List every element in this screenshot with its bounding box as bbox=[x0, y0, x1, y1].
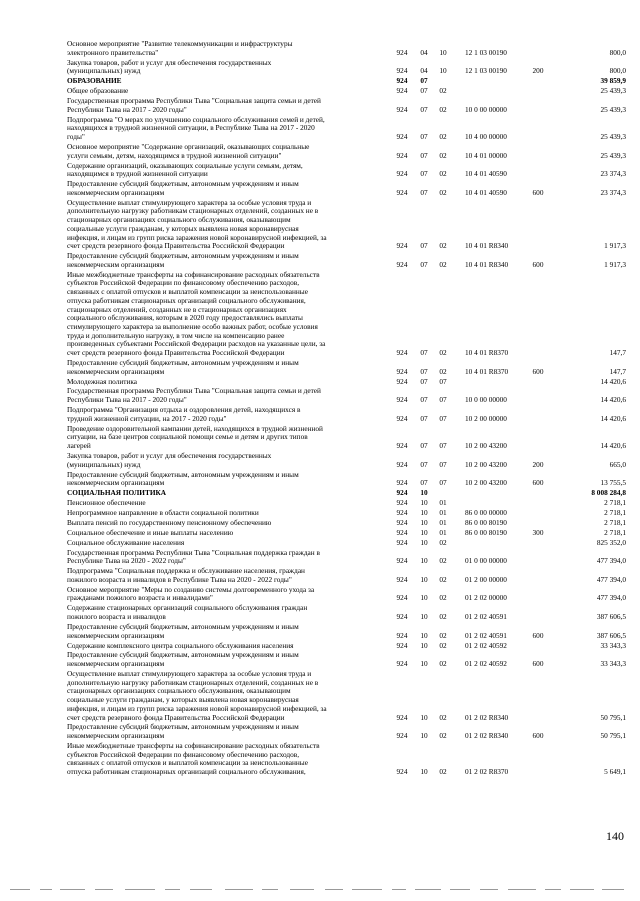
cell-name: Закупка товаров, работ и услуг для обеспечения государственных (муниципальных) нужд bbox=[67, 57, 272, 76]
cell-amount: 8 008 284,8 bbox=[591, 488, 626, 498]
cell-amount: 2 718,1 bbox=[604, 517, 626, 527]
cell-section: 07 bbox=[420, 366, 428, 376]
cell-subsection: 02 bbox=[439, 712, 447, 722]
cell-subsection: 02 bbox=[439, 593, 447, 603]
cell-name: ОБРАЗОВАНИЕ bbox=[67, 76, 122, 86]
cell-amount: 25 439,3 bbox=[600, 131, 626, 141]
cell-target-article: 01 2 02 40592 bbox=[465, 659, 507, 669]
table-row bbox=[0, 359, 640, 376]
cell-target-article: 10 4 01 R8370 bbox=[465, 366, 509, 376]
cell-name: Социальное обеспечение и иные выплаты населению bbox=[67, 527, 234, 537]
cell-admin-code: 924 bbox=[396, 537, 408, 547]
cell-admin-code: 924 bbox=[396, 131, 408, 141]
cell-expense-type: 600 bbox=[532, 478, 544, 488]
cell-section: 07 bbox=[420, 241, 428, 251]
cell-section: 10 bbox=[420, 507, 428, 517]
table-row bbox=[0, 499, 640, 508]
cell-section: 10 bbox=[420, 640, 428, 650]
cell-subsection: 07 bbox=[439, 459, 447, 469]
table-row bbox=[0, 406, 640, 423]
cell-target-article: 01 2 00 00000 bbox=[465, 574, 507, 584]
cell-subsection: 02 bbox=[439, 659, 447, 669]
cell-amount: 33 343,3 bbox=[600, 640, 626, 650]
cell-name: Основное мероприятие "Меры по созданию системы долговременного ухода за гражданами пожилого возраста и инвалидами" bbox=[67, 584, 315, 603]
cell-section: 07 bbox=[420, 459, 428, 469]
cell-section: 10 bbox=[420, 712, 428, 722]
table-row bbox=[0, 199, 640, 251]
cell-section: 04 bbox=[420, 47, 428, 57]
cell-admin-code: 924 bbox=[396, 169, 408, 179]
cell-target-article: 86 0 00 80190 bbox=[465, 517, 507, 527]
cell-section: 07 bbox=[420, 478, 428, 488]
table-row bbox=[0, 116, 640, 142]
cell-section: 10 bbox=[420, 611, 428, 621]
table-row bbox=[0, 87, 640, 96]
cell-name: Выплата пенсий по государственному пенсионному обеспечению bbox=[67, 517, 272, 527]
cell-admin-code: 924 bbox=[396, 395, 408, 405]
table-row bbox=[0, 529, 640, 538]
cell-subsection: 07 bbox=[439, 395, 447, 405]
cell-admin-code: 924 bbox=[396, 611, 408, 621]
cell-target-article: 01 2 02 R8370 bbox=[465, 767, 509, 777]
cell-section: 07 bbox=[420, 131, 428, 141]
cell-subsection: 02 bbox=[439, 556, 447, 566]
cell-target-article: 12 1 03 00190 bbox=[465, 66, 507, 76]
cell-section: 10 bbox=[420, 574, 428, 584]
table-row bbox=[0, 670, 640, 722]
cell-target-article: 10 4 01 R8370 bbox=[465, 347, 509, 357]
table-row bbox=[0, 642, 640, 651]
cell-name: Государственная программа Республики Тыва "Социальная защита семьи и детей Республики Тыва на 2017 - 2020 годы" bbox=[67, 386, 321, 405]
cell-admin-code: 924 bbox=[396, 241, 408, 251]
table-row bbox=[0, 471, 640, 488]
cell-expense-type: 600 bbox=[532, 259, 544, 269]
cell-amount: 23 374,3 bbox=[600, 169, 626, 179]
cell-subsection: 10 bbox=[439, 47, 447, 57]
cell-target-article: 10 2 00 00000 bbox=[465, 413, 507, 423]
cell-subsection: 01 bbox=[439, 507, 447, 517]
cell-amount: 477 394,0 bbox=[596, 556, 626, 566]
cell-admin-code: 924 bbox=[396, 498, 408, 507]
cell-subsection: 07 bbox=[439, 440, 447, 450]
table-row bbox=[0, 509, 640, 518]
cell-admin-code: 924 bbox=[396, 527, 408, 537]
cell-amount: 477 394,0 bbox=[596, 593, 626, 603]
cell-subsection: 10 bbox=[439, 66, 447, 76]
cell-amount: 33 343,3 bbox=[600, 659, 626, 669]
cell-subsection: 02 bbox=[439, 259, 447, 269]
table-row bbox=[0, 252, 640, 269]
cell-expense-type: 600 bbox=[532, 630, 544, 640]
cell-admin-code: 924 bbox=[396, 86, 408, 96]
cell-subsection: 02 bbox=[439, 241, 447, 251]
cell-subsection: 02 bbox=[439, 347, 447, 357]
cell-section: 07 bbox=[420, 347, 428, 357]
cell-section: 10 bbox=[420, 731, 428, 741]
cell-expense-type: 200 bbox=[532, 459, 544, 469]
cell-name: Молодежная политика bbox=[67, 376, 138, 386]
table-row bbox=[0, 567, 640, 584]
cell-section: 04 bbox=[420, 66, 428, 76]
cell-target-article: 01 0 00 00000 bbox=[465, 556, 507, 566]
cell-subsection: 01 bbox=[439, 527, 447, 537]
cell-admin-code: 924 bbox=[396, 488, 408, 498]
table-row bbox=[0, 387, 640, 404]
cell-section: 07 bbox=[420, 169, 428, 179]
cell-admin-code: 924 bbox=[396, 440, 408, 450]
cell-amount: 825 352,0 bbox=[596, 537, 626, 547]
cell-admin-code: 924 bbox=[396, 517, 408, 527]
cell-admin-code: 924 bbox=[396, 366, 408, 376]
cell-target-article: 12 1 03 00190 bbox=[465, 47, 507, 57]
cell-subsection: 02 bbox=[439, 574, 447, 584]
cell-name: Предоставление субсидий бюджетным, автономным учреждениям и иным некоммерческим организациям bbox=[67, 357, 299, 376]
cell-subsection: 02 bbox=[439, 86, 447, 96]
cell-name: Непрограммное направление в области социальной политики bbox=[67, 507, 259, 517]
cell-section: 10 bbox=[420, 517, 428, 527]
table-row bbox=[0, 180, 640, 197]
cell-target-article: 01 2 02 40591 bbox=[465, 630, 507, 640]
cell-section: 07 bbox=[420, 413, 428, 423]
cell-name: Общее образование bbox=[67, 86, 129, 96]
cell-section: 10 bbox=[420, 556, 428, 566]
cell-target-article: 01 2 02 00000 bbox=[465, 593, 507, 603]
cell-target-article: 10 0 00 00000 bbox=[465, 104, 507, 114]
cell-target-article: 10 4 01 00000 bbox=[465, 150, 507, 160]
cell-amount: 800,0 bbox=[609, 66, 626, 76]
table-row bbox=[0, 586, 640, 603]
cell-name: Основное мероприятие "Развитие телекоммуникации и инфраструктуры электронного правительства" bbox=[67, 39, 293, 57]
cell-name: Подпрограмма "Организация отдыха и оздоровления детей, находящихся в трудной жизненной ситуации, на 2017 - 2020 годы" bbox=[67, 405, 301, 423]
cell-target-article: 10 4 01 R8340 bbox=[465, 241, 509, 251]
cell-admin-code: 924 bbox=[396, 507, 408, 517]
cell-target-article: 10 4 01 40590 bbox=[465, 169, 507, 179]
cell-target-article: 86 0 00 00000 bbox=[465, 507, 507, 517]
table-row bbox=[0, 742, 640, 777]
cell-admin-code: 924 bbox=[396, 187, 408, 197]
cell-name: СОЦИАЛЬНАЯ ПОЛИТИКА bbox=[67, 488, 167, 498]
cell-admin-code: 924 bbox=[396, 767, 408, 777]
cell-name: Содержание комплексного центра социального обслуживания населения bbox=[67, 640, 294, 650]
cell-name: Предоставление субсидий бюджетным, автономным учреждениям и иным некоммерческим организациям bbox=[67, 469, 299, 488]
cell-name: Предоставление субсидий бюджетным, автономным учреждениям и иным некоммерческим организациям bbox=[67, 179, 299, 197]
cell-expense-type: 300 bbox=[532, 527, 544, 537]
cell-subsection: 02 bbox=[439, 640, 447, 650]
table-row bbox=[0, 77, 640, 86]
cell-target-article: 10 0 00 00000 bbox=[465, 395, 507, 405]
cell-amount: 39 859,9 bbox=[600, 76, 626, 86]
scan-bottom-edge bbox=[0, 889, 640, 891]
cell-name: Пенсионное обеспечение bbox=[67, 498, 146, 507]
cell-section: 10 bbox=[420, 659, 428, 669]
cell-admin-code: 924 bbox=[396, 47, 408, 57]
cell-amount: 25 439,3 bbox=[600, 104, 626, 114]
cell-name: Содержание организаций, оказывающих социальные услуги семьям, детям, находящимся в трудной жизненной ситуации bbox=[67, 160, 303, 179]
table-row bbox=[0, 40, 640, 57]
cell-name: Предоставление субсидий бюджетным, автономным учреждениям и иным некоммерческим организациям bbox=[67, 251, 299, 269]
cell-admin-code: 924 bbox=[396, 640, 408, 650]
cell-section: 10 bbox=[420, 488, 428, 498]
cell-name: Осуществление выплат стимулирующего характера за особые условия труда и дополнительную нагрузку работникам стационарных отделений, созданных не в стационарных организациях социального обслуживания, оказывающим социальные услуги гражданам, у которых выявлена новая коронавирусная инфекция, и лицам из групп риска заражения новой коронавирусной инфекцией, за счет средств резервного фонда Правительства Российской Федерации bbox=[67, 197, 327, 251]
cell-subsection: 02 bbox=[439, 187, 447, 197]
cell-section: 07 bbox=[420, 395, 428, 405]
cell-amount: 14 420,6 bbox=[600, 413, 626, 423]
cell-target-article: 86 0 00 80190 bbox=[465, 527, 507, 537]
cell-section: 10 bbox=[420, 767, 428, 777]
cell-subsection: 02 bbox=[439, 537, 447, 547]
cell-admin-code: 924 bbox=[396, 104, 408, 114]
cell-subsection: 07 bbox=[439, 478, 447, 488]
cell-subsection: 01 bbox=[439, 517, 447, 527]
cell-name: Предоставление субсидий бюджетным, автономным учреждениям и иным некоммерческим организациям bbox=[67, 650, 299, 669]
table-row bbox=[0, 452, 640, 469]
cell-admin-code: 924 bbox=[396, 574, 408, 584]
cell-amount: 13 755,5 bbox=[600, 478, 626, 488]
cell-section: 10 bbox=[420, 527, 428, 537]
cell-section: 07 bbox=[420, 150, 428, 160]
cell-name: Государственная программа Республики Тыва "Социальная защита семьи и детей Республики Тыва на 2017 - 2020 годы" bbox=[67, 96, 321, 114]
cell-subsection: 07 bbox=[439, 413, 447, 423]
cell-name: Социальное обслуживание населения bbox=[67, 537, 185, 547]
cell-subsection: 02 bbox=[439, 366, 447, 376]
table-row bbox=[0, 97, 640, 114]
cell-amount: 665,0 bbox=[609, 459, 626, 469]
cell-amount: 25 439,3 bbox=[600, 86, 626, 96]
cell-amount: 1 917,3 bbox=[604, 259, 626, 269]
cell-expense-type: 200 bbox=[532, 66, 544, 76]
cell-expense-type: 600 bbox=[532, 731, 544, 741]
cell-amount: 147,7 bbox=[609, 366, 626, 376]
table-row bbox=[0, 549, 640, 566]
cell-name: Подпрограмма "Социальная поддержка и обслуживание населения, граждан пожилого возраста и инвалидов в Республике Тыва на 2020 - 2022 годы" bbox=[67, 566, 305, 584]
cell-admin-code: 924 bbox=[396, 731, 408, 741]
cell-amount: 387 606,5 bbox=[596, 630, 626, 640]
cell-section: 07 bbox=[420, 86, 428, 96]
cell-name: Содержание стационарных организаций социального обслуживания граждан пожилого возраста и инвалидов bbox=[67, 603, 308, 621]
cell-target-article: 01 2 02 R8340 bbox=[465, 731, 509, 741]
cell-section: 10 bbox=[420, 630, 428, 640]
cell-section: 10 bbox=[420, 498, 428, 507]
cell-amount: 50 795,1 bbox=[600, 712, 626, 722]
cell-amount: 14 420,6 bbox=[600, 395, 626, 405]
table-row bbox=[0, 651, 640, 668]
cell-name: Предоставление субсидий бюджетным, автономным учреждениям и иным некоммерческим организациям bbox=[67, 621, 299, 640]
cell-subsection: 02 bbox=[439, 611, 447, 621]
cell-amount: 800,0 bbox=[609, 47, 626, 57]
table-row bbox=[0, 723, 640, 740]
cell-section: 07 bbox=[420, 440, 428, 450]
cell-section: 07 bbox=[420, 259, 428, 269]
cell-expense-type: 600 bbox=[532, 187, 544, 197]
page-number: 140 bbox=[606, 829, 624, 843]
table-row bbox=[0, 143, 640, 160]
cell-name: Государственная программа Республики Тыва "Социальная поддержка граждан в Республике Тыва на 2020 - 2022 годы" bbox=[67, 547, 320, 566]
cell-section: 10 bbox=[420, 537, 428, 547]
table-row bbox=[0, 519, 640, 528]
cell-amount: 14 420,6 bbox=[600, 376, 626, 386]
cell-target-article: 01 2 02 40591 bbox=[465, 611, 507, 621]
cell-amount: 5 649,1 bbox=[604, 767, 626, 777]
cell-amount: 50 795,1 bbox=[600, 731, 626, 741]
cell-name: Иные межбюджетные трансферты на софинансирование расходных обязательств субъектов Российской Федерации по финансовому обеспечению расходов, связанных с оплатой отпусков и выплатой компенсации за неиспользованные отпуска работникам стационарных организаций социального обслуживания, bbox=[67, 741, 320, 777]
cell-admin-code: 924 bbox=[396, 66, 408, 76]
cell-section: 10 bbox=[420, 593, 428, 603]
cell-amount: 2 718,1 bbox=[604, 527, 626, 537]
cell-admin-code: 924 bbox=[396, 459, 408, 469]
cell-subsection: 02 bbox=[439, 104, 447, 114]
table-row bbox=[0, 162, 640, 179]
cell-subsection: 02 bbox=[439, 150, 447, 160]
table-row bbox=[0, 604, 640, 621]
cell-name: Основное мероприятие "Содержание организаций, оказывающих социальные услуги семьям, детям, находящимся в трудной жизненной ситуации" bbox=[67, 141, 310, 160]
cell-admin-code: 924 bbox=[396, 556, 408, 566]
cell-subsection: 01 bbox=[439, 498, 447, 507]
table-row bbox=[0, 271, 640, 358]
table-row bbox=[0, 489, 640, 498]
cell-admin-code: 924 bbox=[396, 593, 408, 603]
cell-amount: 14 420,6 bbox=[600, 440, 626, 450]
cell-name: Подпрограмма "О мерах по улучшению социального обслуживания семей и детей, находящихся в трудной жизненной ситуации, в Республике Тыва на 2017 - 2020 годы" bbox=[67, 114, 325, 141]
cell-admin-code: 924 bbox=[396, 630, 408, 640]
table-row bbox=[0, 59, 640, 76]
cell-section: 07 bbox=[420, 187, 428, 197]
cell-name: Закупка товаров, работ и услуг для обеспечения государственных (муниципальных) нужд bbox=[67, 450, 272, 469]
cell-expense-type: 600 bbox=[532, 659, 544, 669]
cell-subsection: 02 bbox=[439, 767, 447, 777]
cell-amount: 25 439,3 bbox=[600, 150, 626, 160]
cell-target-article: 10 2 00 43200 bbox=[465, 478, 507, 488]
table-row bbox=[0, 378, 640, 387]
cell-name: Иные межбюджетные трансферты на софинансирование расходных обязательств субъектов Российской Федерации по финансовому обеспечению расходов, связанных с оплатой отпусков и выплатой компенсации за неиспользованные отпуска работникам стационарных организаций социального обслуживания, стационарных отделений, созданных не в стационарных организациях социального обслуживания, которым в 2020 году предоставлялись выплаты стимулирующего характера за выполнение особо важных работ, особые условия труда и дополнительную нагрузку, в том числе на компенсацию ранее произведенных субъектами Российской Федерации расходов на указанные цели, за счет средств резервного фонда Правительства Российской Федерации bbox=[67, 269, 326, 358]
cell-target-article: 01 2 02 R8340 bbox=[465, 712, 509, 722]
cell-target-article: 10 4 00 00000 bbox=[465, 131, 507, 141]
cell-section: 07 bbox=[420, 104, 428, 114]
cell-amount: 2 718,1 bbox=[604, 498, 626, 507]
cell-subsection: 07 bbox=[439, 376, 447, 386]
cell-target-article: 01 2 02 40592 bbox=[465, 640, 507, 650]
cell-amount: 2 718,1 bbox=[604, 507, 626, 517]
cell-amount: 1 917,3 bbox=[604, 241, 626, 251]
table-row bbox=[0, 425, 640, 451]
cell-name: Проведение оздоровительной кампании детей, находящихся в трудной жизненной ситуации, на базе центров социальной помощи семье и детям и других типов лагерей bbox=[67, 423, 323, 450]
cell-admin-code: 924 bbox=[396, 413, 408, 423]
table-row bbox=[0, 623, 640, 640]
cell-admin-code: 924 bbox=[396, 150, 408, 160]
cell-subsection: 02 bbox=[439, 169, 447, 179]
cell-admin-code: 924 bbox=[396, 347, 408, 357]
cell-admin-code: 924 bbox=[396, 76, 408, 86]
cell-amount: 387 606,5 bbox=[596, 611, 626, 621]
cell-subsection: 02 bbox=[439, 131, 447, 141]
cell-subsection: 02 bbox=[439, 731, 447, 741]
table-row bbox=[0, 539, 640, 548]
cell-target-article: 10 2 00 43200 bbox=[465, 459, 507, 469]
cell-target-article: 10 4 01 40590 bbox=[465, 187, 507, 197]
cell-target-article: 10 4 01 R8340 bbox=[465, 259, 509, 269]
cell-name: Предоставление субсидий бюджетным, автономным учреждениям и иным некоммерческим организациям bbox=[67, 722, 299, 741]
cell-admin-code: 924 bbox=[396, 712, 408, 722]
cell-target-article: 10 2 00 43200 bbox=[465, 440, 507, 450]
cell-amount: 477 394,0 bbox=[596, 574, 626, 584]
cell-admin-code: 924 bbox=[396, 478, 408, 488]
cell-expense-type: 600 bbox=[532, 366, 544, 376]
cell-section: 07 bbox=[420, 76, 428, 86]
cell-amount: 23 374,3 bbox=[600, 187, 626, 197]
cell-section: 07 bbox=[420, 376, 428, 386]
cell-subsection: 02 bbox=[439, 630, 447, 640]
cell-name: Осуществление выплат стимулирующего характера за особые условия труда и дополнительную нагрузку работникам стационарных отделений, созданных не в стационарных организациях социального обслуживания, оказывающим социальные услуги гражданам, у которых выявлена новая коронавирусная инфекция, и лицам из групп риска заражения новой коронавирусной инфекцией, за счет средств резервного фонда Правительства Российской Федерации bbox=[67, 669, 327, 722]
cell-admin-code: 924 bbox=[396, 659, 408, 669]
cell-admin-code: 924 bbox=[396, 376, 408, 386]
cell-amount: 147,7 bbox=[609, 347, 626, 357]
cell-admin-code: 924 bbox=[396, 259, 408, 269]
